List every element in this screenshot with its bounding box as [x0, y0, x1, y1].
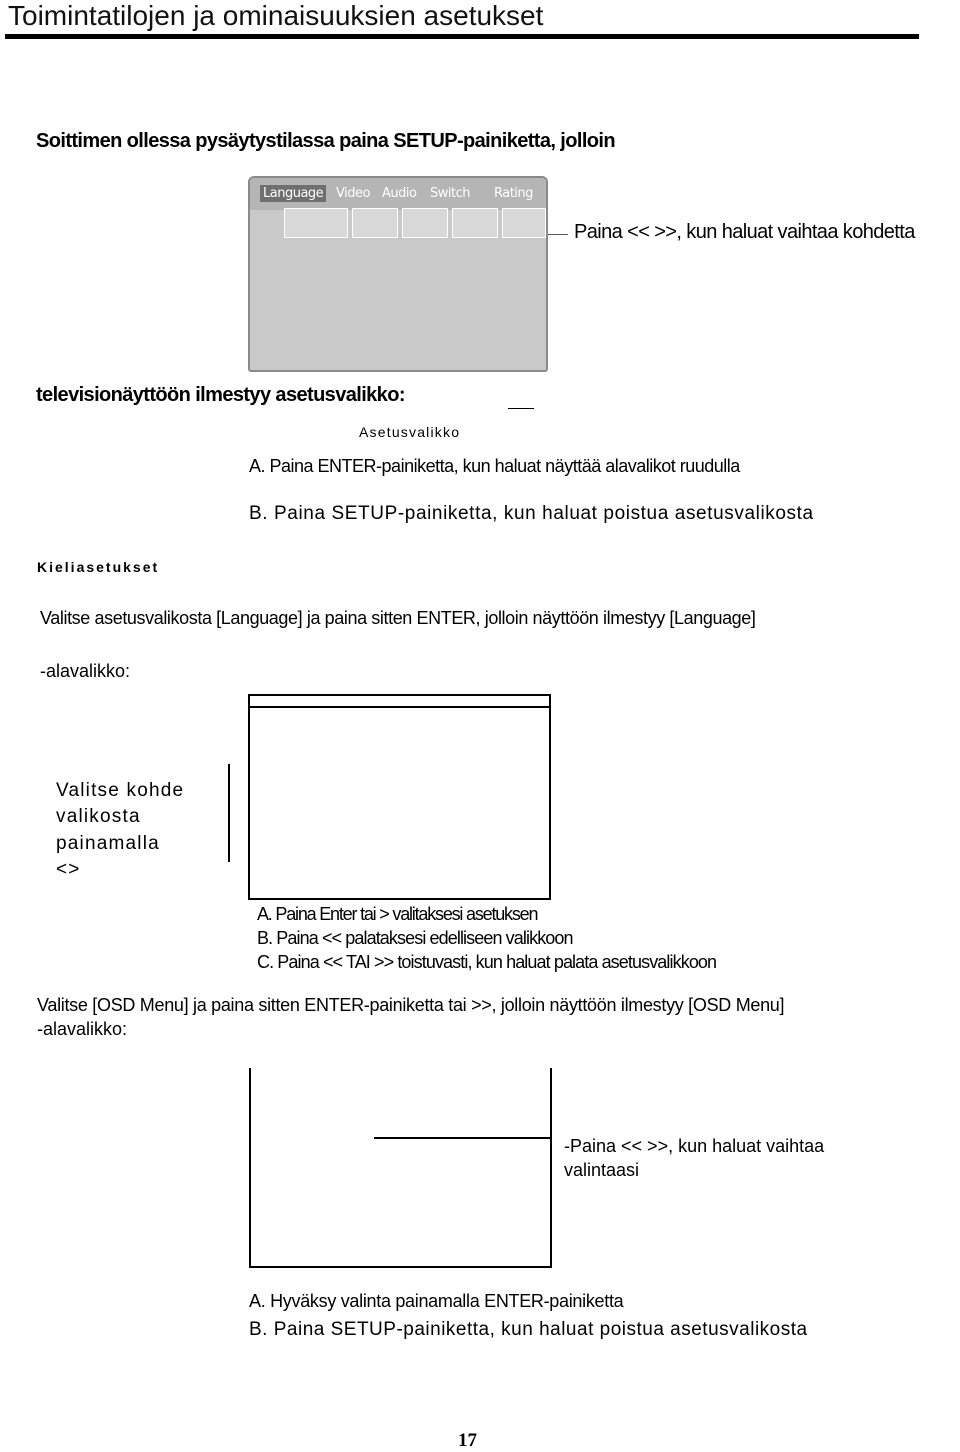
- setup-tab-switch: Switch: [430, 186, 470, 201]
- osd-step-b: B. Paina SETUP-painiketta, kun haluat poistua asetusvalikosta: [249, 1319, 808, 1340]
- osd-box-left-edge: [249, 1068, 251, 1268]
- section-heading-language: Kieliasetukset: [37, 559, 160, 575]
- setup-menu-cell: [284, 208, 348, 238]
- setup-menu-cell: [502, 208, 546, 238]
- language-intro-line-2: -alavalikko:: [40, 661, 131, 681]
- title-rule: [5, 34, 919, 39]
- caption-setup-menu: Asetusvalikko: [359, 424, 461, 440]
- side-note-bracket: [228, 764, 230, 862]
- setup-tab-language: Language: [260, 185, 326, 202]
- setup-menu-screenshot: [248, 176, 548, 372]
- language-step-b: B. Paina << palataksesi edelliseen valikkoon: [257, 928, 573, 948]
- osd-intro-line-2: -alavalikko:: [37, 1019, 128, 1039]
- setup-tab-video: Video: [336, 186, 370, 201]
- setup-menu-cell: [352, 208, 398, 238]
- osd-box-bottom-edge: [249, 1266, 552, 1268]
- page-number: 17: [458, 1430, 477, 1451]
- page-title: Toimintatilojen ja ominaisuuksien asetukset: [8, 0, 544, 31]
- underline-mark: [508, 408, 534, 409]
- intro-line-1: Soittimen ollessa pysäytystilassa paina SETUP-painiketta, jolloin: [36, 130, 615, 152]
- osd-box-right-edge: [550, 1068, 552, 1268]
- setup-menu-cell: [402, 208, 448, 238]
- callout-switch-item: Paina << >>, kun haluat vaihtaa kohdetta: [574, 221, 915, 243]
- osd-callout-line-1: -Paina << >>, kun haluat vaihtaa: [564, 1136, 825, 1156]
- callout-leader-line: [548, 234, 568, 235]
- language-submenu-box: [248, 694, 551, 900]
- osd-intro-line-1: Valitse [OSD Menu] ja paina sitten ENTER-painiketta tai >>, jolloin näyttöön ilmestyy [OSD Menu]: [37, 995, 785, 1015]
- osd-callout-line-2: valintaasi: [564, 1160, 640, 1180]
- submenu-header-rule: [250, 706, 549, 708]
- side-note-line-1: Valitse kohde: [56, 780, 185, 801]
- osd-callout-leader: [374, 1137, 552, 1139]
- language-intro-line-1: Valitse asetusvalikosta [Language] ja paina sitten ENTER, jolloin näyttöön ilmestyy [Language]: [40, 608, 756, 628]
- setup-menu-cell: [452, 208, 498, 238]
- side-note-line-3: painamalla: [56, 833, 160, 854]
- intro-line-2: televisionäyttöön ilmestyy asetusvalikko:: [36, 384, 405, 406]
- side-note-line-4: <>: [56, 859, 81, 880]
- setup-tab-audio: Audio: [382, 186, 417, 201]
- side-note-line-2: valikosta: [56, 806, 141, 827]
- language-step-a: A. Paina Enter tai > valitaksesi asetuksen: [257, 904, 538, 924]
- setup-step-b: B. Paina SETUP-painiketta, kun haluat poistua asetusvalikosta: [249, 503, 814, 524]
- osd-step-a: A. Hyväksy valinta painamalla ENTER-painiketta: [249, 1291, 624, 1311]
- language-step-c: C. Paina << TAI >> toistuvasti, kun haluat palata asetusvalikkoon: [257, 952, 717, 972]
- setup-tab-rating: Rating: [494, 186, 533, 201]
- setup-step-a: A. Paina ENTER-painiketta, kun haluat näyttää alavalikot ruudulla: [249, 456, 740, 476]
